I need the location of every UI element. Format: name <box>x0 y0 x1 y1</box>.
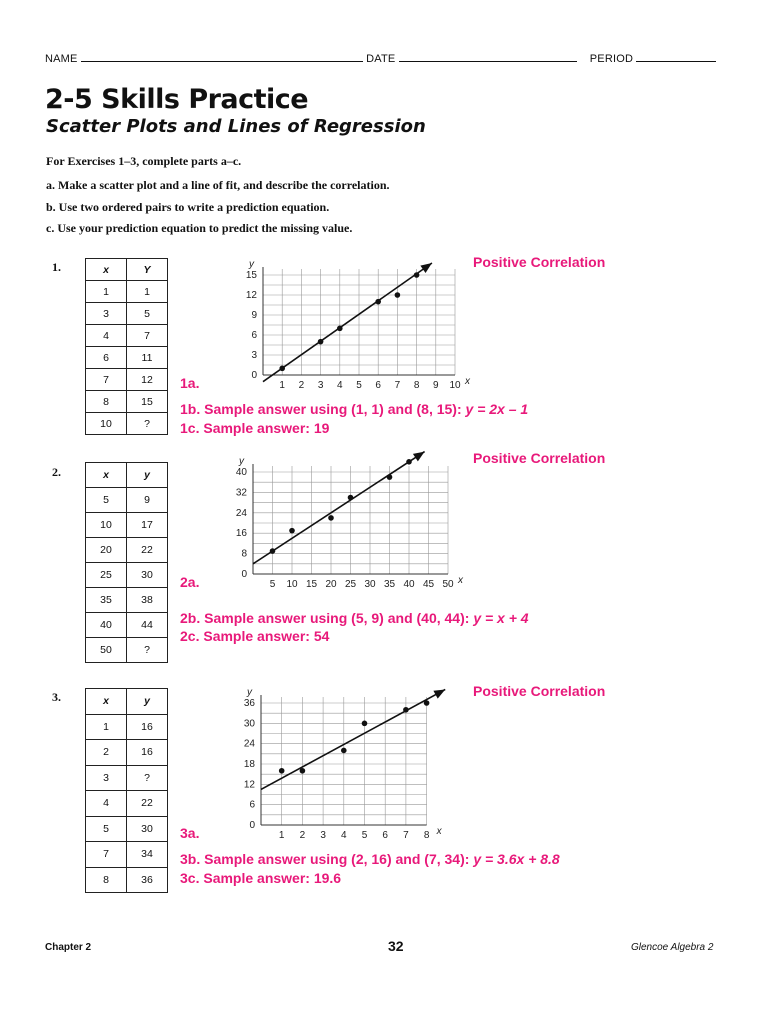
y-tick-label: 8 <box>241 548 247 560</box>
data-point <box>318 339 324 345</box>
exercise-2-table <box>85 462 168 663</box>
exercise-3-part-a: 3a. <box>180 825 200 841</box>
x-tick-label: 15 <box>305 579 318 590</box>
footer-chapter: Chapter 2 <box>45 942 92 953</box>
data-point <box>403 707 409 713</box>
x-tick-label: 25 <box>344 579 357 590</box>
data-point <box>289 528 295 534</box>
x-tick-label: 6 <box>375 380 381 391</box>
x-tick-label: 5 <box>269 579 276 590</box>
x-tick-label: 30 <box>364 579 376 590</box>
data-point <box>375 299 381 305</box>
answer-equation: y = 3.6x + 8.8 <box>473 851 560 867</box>
table-header-y: y <box>127 689 168 715</box>
x-axis-label: x <box>465 376 470 387</box>
table-cell: 5 <box>86 488 127 513</box>
data-point <box>337 326 343 332</box>
data-point <box>279 366 285 372</box>
x-tick-label: 7 <box>394 380 401 391</box>
y-tick-label: 6 <box>249 799 255 811</box>
table-cell: 36 <box>127 867 168 893</box>
y-axis-label: y <box>247 687 252 698</box>
y-tick-label: 3 <box>251 350 257 361</box>
y-tick-label: 36 <box>243 698 255 709</box>
exercise-3-part-c: 3c. Sample answer: 19.6 <box>180 870 342 886</box>
table-cell: 40 <box>86 613 127 638</box>
table-cell: 2 <box>86 740 127 766</box>
table-cell: 25 <box>86 563 127 588</box>
table-cell: 16 <box>127 714 168 740</box>
x-tick-label: 3 <box>320 830 326 841</box>
page-subtitle: Scatter Plots and Lines of Regression <box>46 116 426 137</box>
table-cell: 17 <box>127 513 168 538</box>
table-cell: 4 <box>86 791 127 817</box>
data-point <box>395 292 401 298</box>
answer-text: 3b. Sample answer using (2, 16) and (7, 34): <box>180 851 474 867</box>
table-cell: 15 <box>127 391 168 413</box>
answer-equation: y = 2x – 1 <box>465 401 529 417</box>
data-point <box>328 515 334 521</box>
exercise-2-part-a: 2a. <box>180 574 200 590</box>
table-cell: 6 <box>86 347 127 369</box>
x-tick-label: 4 <box>337 380 343 391</box>
table-cell: 4 <box>86 325 127 347</box>
table-header-x: x <box>86 259 127 281</box>
y-tick-label: 0 <box>251 370 257 381</box>
y-tick-label: 30 <box>243 718 255 730</box>
y-tick-label: 24 <box>243 738 255 750</box>
exercise-2-number: 2. <box>52 465 61 479</box>
table-cell: ? <box>127 765 168 791</box>
instruction-3: b. Use two ordered pairs to write a prediction equation. <box>46 200 330 214</box>
table-header-y: y <box>127 463 168 488</box>
y-tick-label: 24 <box>235 507 247 519</box>
answer-text: 2b. Sample answer using (5, 9) and (40, 44): <box>180 610 474 626</box>
data-point <box>362 721 368 727</box>
exercise-2-scatter-plot <box>225 446 475 594</box>
y-tick-label: 0 <box>241 569 247 580</box>
date-blank[interactable] <box>399 52 577 62</box>
footer-publisher: Glencoe Algebra 2 <box>631 942 714 953</box>
answer-equation: y = x + 4 <box>473 610 529 626</box>
instruction-2: a. Make a scatter plot and a line of fit, and describe the correlation. <box>46 178 390 192</box>
answer-text: 1b. Sample answer using (1, 1) and (8, 15): <box>180 401 466 417</box>
table-cell: 30 <box>127 563 168 588</box>
y-tick-label: 12 <box>245 290 257 301</box>
data-point <box>406 459 412 465</box>
x-tick-label: 10 <box>286 579 298 590</box>
data-point <box>279 768 285 774</box>
x-tick-label: 8 <box>413 380 420 391</box>
exercise-3-part-b <box>180 851 560 867</box>
y-tick-label: 0 <box>249 820 255 831</box>
x-tick-label: 1 <box>278 830 285 841</box>
exercise-2-part-c: 2c. Sample answer: 54 <box>180 628 330 644</box>
y-tick-label: 15 <box>245 270 257 281</box>
exercise-1-part-b <box>180 401 528 417</box>
header-line <box>45 52 716 65</box>
period-label: PERIOD <box>589 53 634 65</box>
data-point <box>270 548 276 554</box>
x-tick-label: 45 <box>422 579 435 590</box>
exercise-1-part-c: 1c. Sample answer: 19 <box>180 420 330 436</box>
line-of-fit <box>263 263 432 382</box>
table-cell: 1 <box>86 281 127 303</box>
y-tick-label: 32 <box>235 487 247 499</box>
x-tick-label: 9 <box>433 380 439 391</box>
data-point <box>348 495 354 501</box>
exercise-1-table <box>85 258 168 435</box>
y-axis-label: y <box>249 259 254 270</box>
table-header-x: x <box>86 463 127 488</box>
date-label: DATE <box>366 53 396 65</box>
x-tick-label: 3 <box>317 380 324 391</box>
table-cell: 7 <box>86 842 127 868</box>
x-tick-label: 2 <box>298 380 305 391</box>
instruction-4: c. Use your prediction equation to predict the missing value. <box>46 221 353 235</box>
x-tick-label: 35 <box>383 579 396 590</box>
table-cell: 7 <box>127 325 168 347</box>
line-of-fit <box>253 452 425 564</box>
table-cell: 22 <box>127 538 168 563</box>
table-cell: 3 <box>86 303 127 325</box>
name-blank[interactable] <box>81 52 363 62</box>
table-cell: 35 <box>86 588 127 613</box>
data-point <box>341 748 347 754</box>
table-cell: 1 <box>127 281 168 303</box>
x-tick-label: 50 <box>442 579 454 590</box>
x-axis-label: x <box>458 575 463 586</box>
data-point <box>300 768 306 774</box>
y-tick-label: 18 <box>243 759 255 770</box>
y-tick-label: 9 <box>251 310 257 321</box>
exercise-3-number: 3. <box>52 690 61 704</box>
table-cell: 16 <box>127 740 168 766</box>
x-tick-label: 2 <box>299 830 306 841</box>
table-cell: 38 <box>127 588 168 613</box>
table-header-y: Y <box>127 259 168 281</box>
exercise-1-number: 1. <box>52 260 61 274</box>
table-cell: 50 <box>86 638 127 663</box>
exercise-3-table <box>85 688 168 893</box>
x-tick-label: 8 <box>423 830 430 841</box>
x-tick-label: 10 <box>449 380 461 391</box>
exercise-1-scatter-plot <box>225 248 475 393</box>
table-cell: 5 <box>86 816 127 842</box>
data-point <box>387 474 393 480</box>
exercise-2-part-b <box>180 610 529 626</box>
y-axis-label: y <box>239 456 244 467</box>
table-cell: 10 <box>86 413 127 435</box>
table-cell: 7 <box>86 369 127 391</box>
table-cell: 10 <box>86 513 127 538</box>
table-cell: 20 <box>86 538 127 563</box>
arrow-head <box>420 263 432 273</box>
name-label: NAME <box>45 53 78 65</box>
table-cell: 30 <box>127 816 168 842</box>
exercise-3-correlation: Positive Correlation <box>473 683 606 699</box>
exercise-1-correlation: Positive Correlation <box>473 254 606 270</box>
table-cell: 5 <box>127 303 168 325</box>
x-tick-label: 20 <box>325 579 337 590</box>
table-cell: 34 <box>127 842 168 868</box>
x-tick-label: 7 <box>403 830 409 841</box>
period-blank[interactable] <box>636 52 716 62</box>
table-cell: 44 <box>127 613 168 638</box>
table-header-x: x <box>86 689 127 715</box>
arrow-head <box>413 452 425 462</box>
page-title: 2-5 Skills Practice <box>45 84 309 115</box>
table-cell: 8 <box>86 867 127 893</box>
x-axis-label: x <box>436 826 442 837</box>
exercise-2-correlation: Positive Correlation <box>473 450 606 466</box>
y-tick-label: 16 <box>235 528 247 540</box>
table-cell: 3 <box>86 765 127 791</box>
table-cell: 11 <box>127 347 168 369</box>
table-cell: 1 <box>86 714 127 740</box>
x-tick-label: 40 <box>403 579 415 590</box>
table-cell: 12 <box>127 369 168 391</box>
instruction-1: For Exercises 1–3, complete parts a–c. <box>46 154 242 168</box>
data-point <box>414 272 420 278</box>
table-cell: ? <box>127 413 168 435</box>
y-tick-label: 12 <box>243 779 255 791</box>
x-tick-label: 6 <box>382 830 388 841</box>
table-cell: 22 <box>127 791 168 817</box>
y-tick-label: 40 <box>235 467 247 478</box>
y-tick-label: 6 <box>251 330 257 341</box>
data-point <box>424 700 430 706</box>
table-cell: 8 <box>86 391 127 413</box>
table-cell: 9 <box>127 488 168 513</box>
table-cell: ? <box>127 638 168 663</box>
x-tick-label: 1 <box>279 380 285 391</box>
x-tick-label: 5 <box>361 830 368 841</box>
x-tick-label: 4 <box>341 830 347 841</box>
footer-page-number: 32 <box>388 938 404 954</box>
exercise-3-scatter-plot <box>225 676 475 842</box>
exercise-1-part-a: 1a. <box>180 375 200 391</box>
x-tick-label: 5 <box>356 380 362 391</box>
